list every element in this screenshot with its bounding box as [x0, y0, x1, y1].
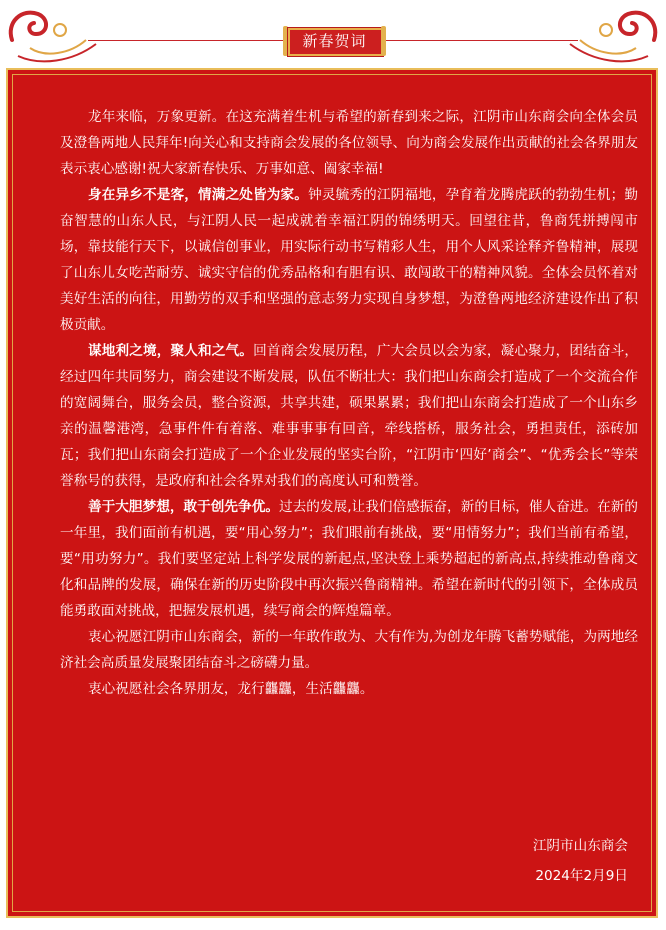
page-title: 新春贺词 [302, 32, 367, 50]
paragraph-4: 善于大胆梦想，敢于创先争优。过去的发展,让我们倍感振奋，新的目标，催人奋进。在新的一年里，我们面前有机遇，要“用心努力”；我们眼前有挑战，要“用情努力”；我们当前有希望，要“用功努力”。我们要坚定站上科学发展的新起点,坚决登上乘势超起的新高点,持续推动鲁商文化和品牌的发展，确保在新的历史阶段中再次振兴鲁商精神。希望在新时代的引领下，全体成员能勇敢面对挑战，把握发展机遇，续写商会的辉煌篇章。 [60, 499, 638, 619]
signature-date: 2024年2月9日 [535, 868, 628, 884]
paragraph-3: 谋地利之境，聚人和之气。回首商会发展历程，广大会员以会为家，凝心聚力，团结奋斗，经过四年共同努力，商会建设不断发展，队伍不断壮大：我们把山东商会打造成了一个交流合作的宽阔舞台，服务会员，整合资源，共享共建，硕果累累；我们把山东商会打造成了一个山东乡亲的温馨港湾，急事件件有着落、难事事事有回音，牵线搭桥，服务社会，勇担责任，添砖加瓦；我们把山东商会打造成了一个企业发展的坚实台阶，“江阴市‘四好’商会”、“优秀会长”等荣誉称号的获得，是政府和社会各界对我们的高度认可和赞誉。 [60, 343, 639, 489]
paragraph-3-heading: 谋地利之境，聚人和之气。 [88, 343, 254, 359]
title-banner [283, 24, 386, 58]
paragraph-2-heading: 身在异乡不是客，情满之处皆为家。 [88, 187, 309, 203]
header-divider-left [88, 40, 283, 41]
letter-panel [6, 68, 658, 918]
paragraph-5: 衷心祝愿江阴市山东商会，新的一年敢作敢为、大有作为,为创龙年腾飞蓄势赋能，为两地经济社会高质量发展聚团结奋斗之磅礴力量。 [60, 629, 638, 671]
header-divider-right [386, 40, 578, 41]
paragraph-4-heading: 善于大胆梦想，敢于创先争优。 [88, 499, 279, 515]
paragraph-6: 衷心祝愿社会各界朋友，龙行龘龘，生活龘龘。 [88, 681, 374, 697]
paragraph-1: 龙年来临，万象更新。在这充满着生机与希望的新春到来之际，江阴市山东商会向全体会员及澄鲁两地人民拜年!向关心和支持商会发展的各位领导、向为商会发展作出贡献的社会各界朋友表示衷心感谢!祝大家新春快乐、万事如意、阖家幸福! [60, 109, 638, 177]
cloud-swirl-decoration-right-icon [566, 0, 666, 72]
signature-organization: 江阴市山东商会 [532, 838, 628, 854]
paragraph-2: 身在异乡不是客，情满之处皆为家。钟灵毓秀的江阴福地，孕育着龙腾虎跃的勃勃生机；勤奋智慧的山东人民，与江阴人民一起成就着幸福江阴的锦绣明天。回望往昔，鲁商凭拼搏闯市场，靠技能行天下，以诚信创事业，用实际行动书写精彩人生，用个人风采诠释齐鲁精神，展现了山东儿女吃苦耐劳、诚实守信的优秀品格和有胆有识、敢闯敢干的精神风貌。全体会员怀着对美好生活的向往，用勤劳的双手和坚强的意志努力实现自身梦想，为澄鲁两地经济建设作出了积极贡献。 [60, 187, 639, 333]
cloud-swirl-decoration-left-icon [0, 0, 100, 72]
letter-body [60, 104, 638, 702]
